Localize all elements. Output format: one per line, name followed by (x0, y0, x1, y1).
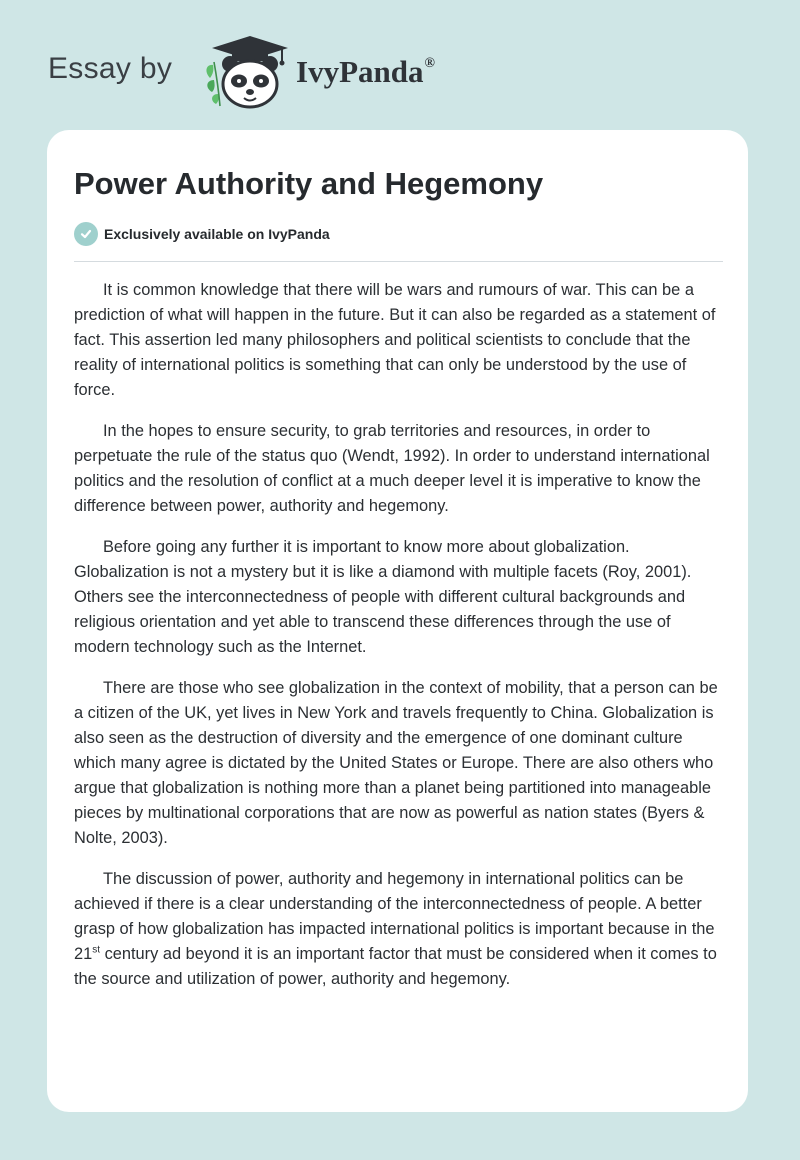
paragraph: In the hopes to ensure security, to grab territories and resources, in order to perpetuate the rule of the status quo (Wendt, 1992). In order to understand international politics and the resolution of conflict at a much deeper level it is imperative to know the difference between power, authority and hegemony. (74, 422, 710, 515)
essay-by-label: Essay by (48, 52, 173, 85)
paragraph: Before going any further it is important to know more about globalization. Globalization is not a mystery but it is like a diamond with multiple facets (Roy, 2001). Others see the interconnectedness of people with different cultural backgrounds and religious orientation and yet able to transcend these differences through the use of modern technology such as the Internet. (74, 538, 692, 656)
registered-mark: ® (424, 55, 435, 71)
superscript: st (92, 944, 101, 956)
divider (74, 261, 723, 262)
ivypanda-logo-icon[interactable] (202, 34, 292, 110)
paragraph: There are those who see globalization in the context of mobility, that a person can be a citizen of the UK, yet lives in New York and travels frequently to China. Globalization is also seen as the destruction of diversity and the emergence of one dominant culture which many agree is dictated by the United States or Europe. There are also others who argue that globalization is nothing more than a planet being partitioned into manageable pieces by multinational corporations that are now as powerful as nation states (Byers & Nolte, 2003). (74, 679, 718, 847)
essay-card (47, 130, 748, 1112)
site-header (48, 34, 748, 110)
brand-name[interactable] (296, 54, 435, 90)
page-title: Power Authority and Hegemony (74, 166, 544, 201)
paragraph-text: century ad beyond it is an important factor that must be considered when it comes to the source and utilization of power, authority and hegemony. (74, 945, 717, 988)
paragraph: It is common knowledge that there will be wars and rumours of war. This can be a prediction of what will happen in the future. But it can also be regarded as a statement of fact. This assertion led many philosophers and political scientists to conclude that the reality of international politics is something that can only be understood by the use of force. (74, 281, 716, 399)
exclusive-badge (74, 222, 330, 246)
brand-text: IvyPanda (296, 54, 424, 89)
paragraph (74, 867, 726, 992)
essay-body (74, 278, 726, 1008)
paragraph-text: The discussion of power, authority and hegemony in international politics can be achieved if there is a clear understanding of the interconnectedness of people. A better grasp of how globalization has impacted international politics is important because in the 21 (74, 870, 715, 963)
check-icon (74, 222, 98, 246)
badge-label: Exclusively available on IvyPanda (104, 226, 330, 242)
